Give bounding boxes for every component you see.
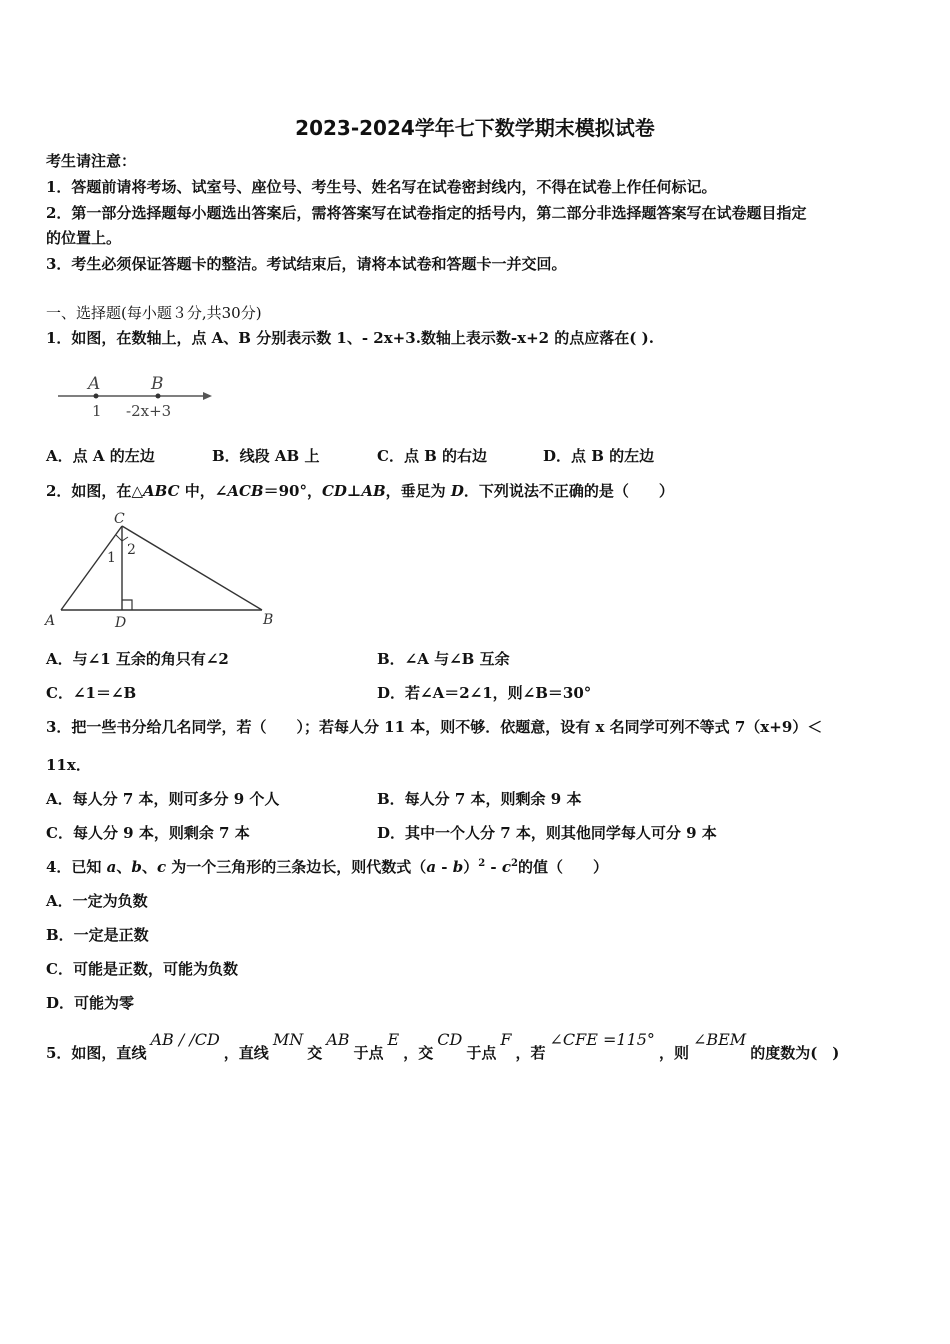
q5-text: 于点 [353,1044,384,1062]
q5-stem [46,1025,839,1068]
q5-math-f: F [500,1030,512,1049]
vertex-c-label: C [114,511,125,527]
notice-item-2b: 的位置上。 [46,229,122,247]
point-a-label: A [88,374,101,394]
angle-1-label: 1 [107,550,116,566]
q2-stem-text: ，垂足为 [385,482,451,500]
q4-minus: - [436,858,453,876]
q5-math-mn: MN [272,1030,304,1049]
q2-stem-text: ＝90°， [263,482,322,500]
right-angle-mark [122,600,132,610]
q4-stem-text: 的值（ ） [517,858,608,876]
q4-option-a: A．一定为负数 [46,892,148,910]
q3-stem-line1: 3．把一些书分给几名同学，若（ ）；若每人分 11 本，则不够．依题意，设有 x 名同学可列不等式 7（x+9）＜ [46,718,823,736]
q2-option-b: B．∠A 与∠B 互余 [377,650,510,668]
q5-text: 5．如图，直线 [46,1044,147,1062]
arrow-icon [203,392,212,400]
q2-ab: AB [361,482,386,500]
q3-option-b: B．每人分 7 本，则剩余 9 本 [377,790,582,808]
point-b-value: -2x+3 [126,402,172,420]
q2-option-a: A．与∠1 互余的角只有∠2 [46,650,229,668]
q3-option-a: A．每人分 7 本，则可多分 9 个人 [46,790,280,808]
q5-text: ，则 [658,1044,689,1062]
q4-paren: ） [463,858,479,876]
q2-cd: CD [321,482,347,500]
q5-text: 的度数为( ) [750,1044,840,1062]
q4-sep: 、 [116,858,132,876]
q4-stem-text: 4．已知 [46,858,107,876]
notice-item-2a: 2．第一部分选择题每小题选出答案后，需将答案写在试卷指定的括号内，第二部分非选择题答案写在试卷题目指定 [46,204,807,222]
q4-expr-c: c [501,858,512,876]
angle-2-label: 2 [127,542,136,558]
q4-stem [46,856,608,877]
vertex-b-label: B [263,612,274,628]
q3-option-d: D．其中一个人分 7 本，则其他同学每人可分 9 本 [377,824,717,842]
q4-expr-b: b [452,858,464,876]
side-ac [61,526,122,610]
q4-exponent: 2 [511,858,518,869]
q2-acb: ACB [227,482,264,500]
q2-stem-text: 2．如图，在△ [46,482,143,500]
vertex-a-label: A [45,613,56,629]
q3-option-c: C．每人分 9 本，则剩余 7 本 [46,824,250,842]
q4-stem-text: 为一个三角形的三条边长，则代数式（ [166,858,427,876]
q1-option-d: D．点 B 的左边 [543,447,655,465]
q5-math-ab-parallel-cd: AB / /CD [150,1030,220,1049]
point-a-dot [94,394,99,399]
q4-expr-a: a [426,858,437,876]
point-b-label: B [151,374,164,394]
q5-text: ，交 [403,1044,434,1062]
number-line-figure [55,372,220,424]
q5-text: 于点 [466,1044,497,1062]
q3-stem-line2: 11x． [46,756,91,774]
q2-d: D [450,482,464,500]
q2-option-d: D．若∠A＝2∠1，则∠B＝30° [377,684,592,702]
q2-stem-text: 中，∠ [179,482,228,500]
point-b-dot [156,394,161,399]
q1-stem: 1．如图，在数轴上，点 A、B 分别表示数 1、- 2x+3.数轴上表示数-x+2 的点应落在( ). [46,329,654,347]
q1-option-b: B．线段 AB 上 [212,447,320,465]
notice-item-1: 1．答题前请将考场、试室号、座位号、考生号、姓名写在试卷密封线内，不得在试卷上作任何标记。 [46,178,717,196]
q4-option-d: D．可能为零 [46,994,135,1012]
page-title: 2023-2024学年七下数学期末模拟试卷 [295,116,655,140]
q4-var-a: a [106,858,117,876]
q4-option-c: C．可能是正数，可能为负数 [46,960,238,978]
q5-math-angle-bem: ∠BEM [692,1030,747,1049]
q2-perp: ⊥ [346,482,362,500]
q4-var-c: c [156,858,167,876]
q5-math-cd: CD [437,1030,463,1049]
notice-item-3: 3．考生必须保证答题卡的整洁。考试结束后，请将本试卷和答题卡一并交回。 [46,255,567,273]
point-a-value: 1 [92,402,102,420]
q5-math-e: E [387,1030,400,1049]
q1-option-a: A．点 A 的左边 [46,447,155,465]
q4-minus: - [485,858,502,876]
q1-option-c: C．点 B 的右边 [377,447,488,465]
q5-math-ab: AB [326,1030,350,1049]
triangle-figure [40,508,280,633]
q5-text: 交 [307,1044,323,1062]
q5-text: ，若 [515,1044,546,1062]
q4-var-b: b [131,858,142,876]
section-heading: 一、选择题(每小题３分,共30分) [46,304,262,322]
q4-exponent: 2 [478,858,486,869]
q2-stem [46,480,674,501]
notice-heading: 考生请注意： [46,152,137,170]
q5-math-angle-cfe: ∠CFE =115° [549,1030,655,1049]
q2-option-c: C．∠1＝∠B [46,684,137,702]
q2-stem-text: ．下列说法不正确的是（ ） [463,482,674,500]
side-cb [122,526,262,610]
vertex-d-label: D [115,615,127,631]
q2-abc: ABC [142,482,180,500]
q5-text: ，直线 [223,1044,269,1062]
q4-sep: 、 [141,858,157,876]
q4-option-b: B．一定是正数 [46,926,149,944]
